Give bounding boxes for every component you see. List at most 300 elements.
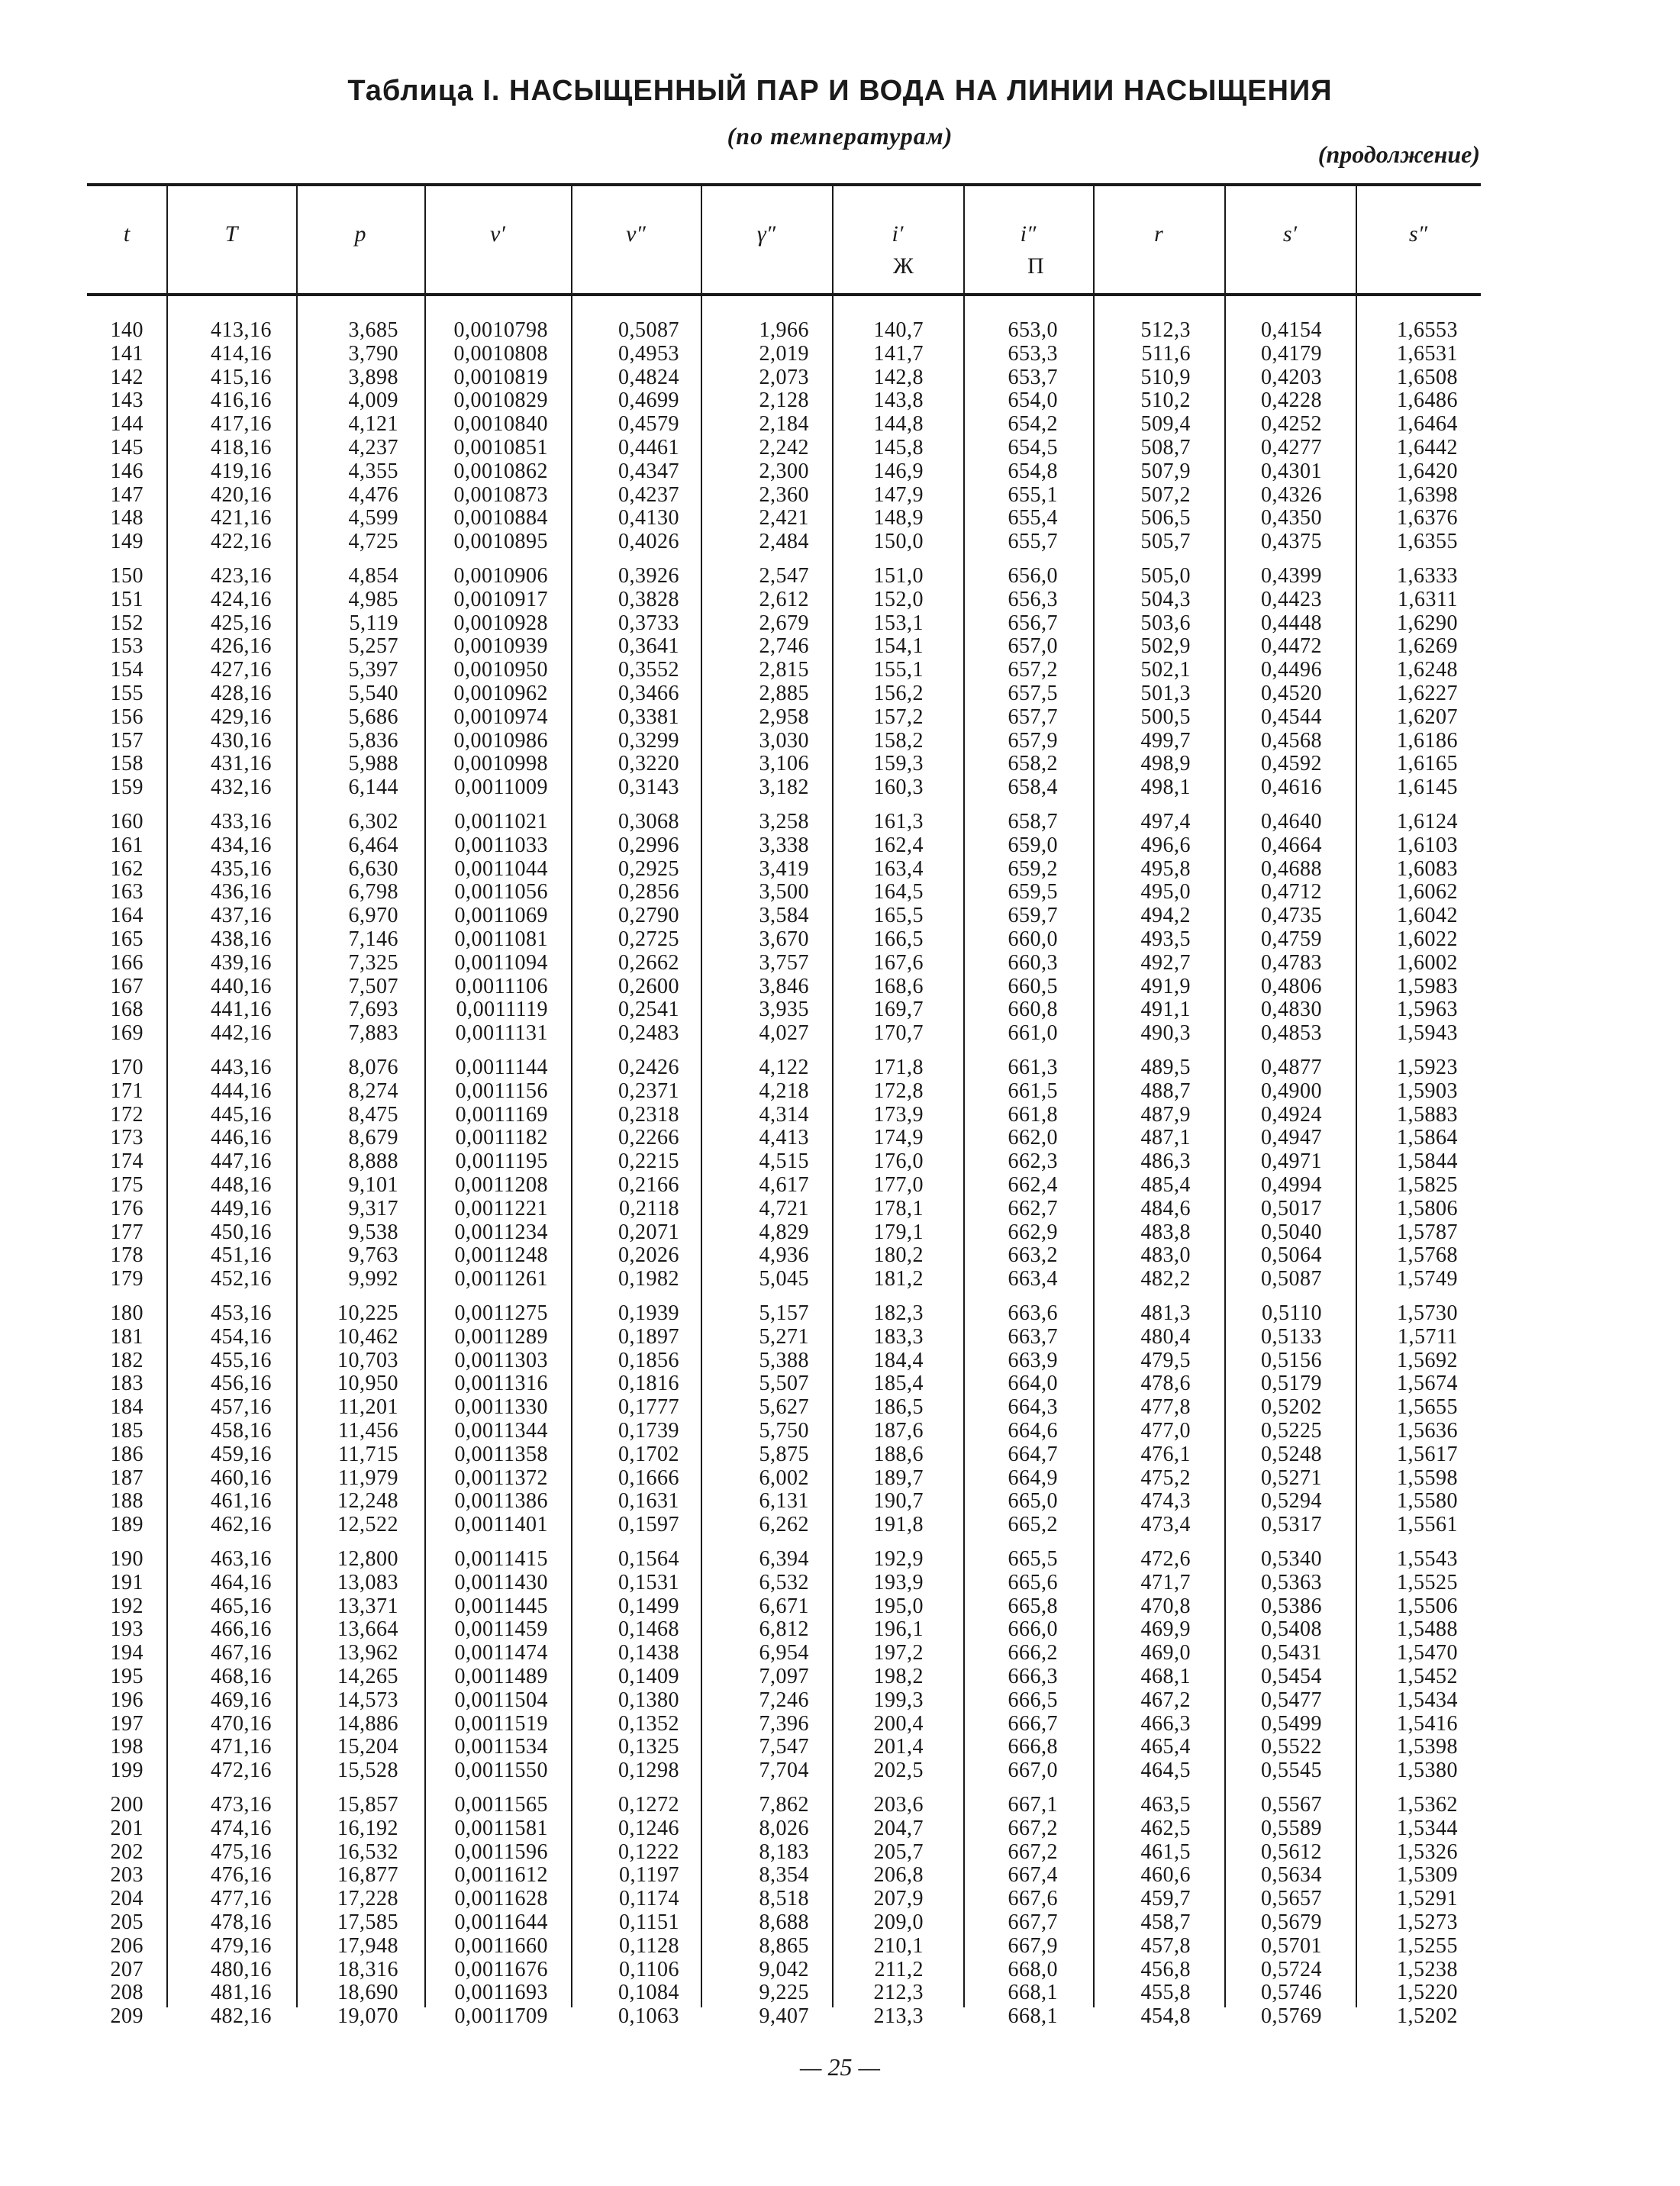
table-cell: 0,5477	[1261, 1688, 1322, 1712]
table-cell: 194	[110, 1641, 143, 1665]
table-cell: 5,750	[759, 1419, 809, 1443]
table-cell: 510,9	[1140, 365, 1191, 389]
table-cell: 0,5202	[1261, 1395, 1322, 1420]
table-cell: 203	[110, 1863, 143, 1888]
table-cell: 0,0011581	[454, 1816, 548, 1840]
table-cell: 486,3	[1140, 1149, 1191, 1174]
table-cell: 153,1	[873, 611, 924, 635]
table-cell: 0,0010862	[453, 459, 548, 483]
table-cell: 419,16	[211, 459, 272, 483]
column-header: T	[224, 221, 238, 247]
table-cell: 481,3	[1140, 1301, 1191, 1325]
table-cell: 7,883	[348, 1021, 398, 1046]
table-cell: 457,16	[211, 1395, 272, 1420]
table-cell: 3,419	[759, 856, 809, 881]
table-row	[0, 1326, 1680, 1349]
table-row	[0, 776, 1680, 800]
table-cell: 475,16	[211, 1839, 272, 1864]
table-cell: 189	[110, 1513, 143, 1537]
table-cell: 0,3220	[618, 752, 679, 776]
table-cell: 654,2	[1008, 412, 1058, 437]
table-cell: 1,6420	[1397, 459, 1458, 483]
table-cell: 660,5	[1008, 974, 1058, 998]
table-cell: 665,5	[1008, 1547, 1058, 1571]
table-cell: 1,5806	[1397, 1196, 1458, 1220]
table-cell: 0,5317	[1261, 1513, 1322, 1537]
table-cell: 177,0	[873, 1173, 924, 1197]
table-row	[0, 706, 1680, 730]
table-cell: 438,16	[211, 927, 272, 951]
table-cell: 0,4877	[1261, 1056, 1322, 1079]
table-cell: 11,715	[338, 1442, 398, 1466]
table-cell: 1,966	[759, 318, 809, 342]
table-cell: 0,0011644	[454, 1910, 548, 1934]
table-cell: 434,16	[211, 833, 272, 857]
table-cell: 666,3	[1008, 1665, 1058, 1688]
table-cell: 661,5	[1008, 1078, 1058, 1103]
table-cell: 0,4423	[1261, 587, 1322, 611]
table-cell: 209,0	[873, 1910, 924, 1934]
table-cell: 459,7	[1140, 1887, 1191, 1911]
table-cell: 0,0010851	[453, 436, 548, 459]
table-row	[0, 1372, 1680, 1396]
table-cell: 6,954	[759, 1641, 809, 1665]
table-cell: 480,16	[211, 1957, 272, 1981]
column-header: t	[123, 221, 131, 247]
table-cell: 0,0011565	[454, 1793, 548, 1817]
table-cell: 212,3	[873, 1981, 924, 2005]
table-cell: 0,1197	[619, 1863, 679, 1888]
table-cell: 0,1856	[618, 1348, 679, 1372]
table-cell: 0,1564	[618, 1547, 679, 1571]
table-cell: 0,1468	[618, 1617, 679, 1642]
table-cell: 1,5943	[1397, 1021, 1458, 1046]
table-cell: 416,16	[211, 389, 272, 413]
table-cell: 1,5470	[1397, 1641, 1458, 1665]
table-cell: 482,16	[211, 2004, 272, 2029]
table-cell: 667,1	[1008, 1793, 1058, 1817]
table-cell: 493,5	[1140, 927, 1191, 951]
table-cell: 14,265	[337, 1665, 398, 1688]
table-cell: 507,9	[1140, 459, 1191, 483]
table-cell: 1,6227	[1397, 682, 1458, 705]
table-cell: 497,4	[1140, 810, 1191, 833]
table-cell: 0,0011044	[454, 856, 548, 881]
table-cell: 15,857	[337, 1793, 398, 1817]
table-cell: 148	[110, 506, 143, 530]
table-cell: 6,532	[759, 1570, 809, 1594]
table-cell: 13,664	[337, 1617, 398, 1642]
table-cell: 198,2	[873, 1665, 924, 1688]
table-cell: 456,16	[211, 1372, 272, 1396]
table-cell: 14,573	[337, 1688, 398, 1712]
table-cell: 183,3	[873, 1324, 924, 1349]
table-cell: 0,1982	[618, 1267, 679, 1291]
table-cell: 1,5844	[1397, 1149, 1458, 1174]
table-cell: 0,0010819	[453, 365, 548, 389]
table-row	[0, 858, 1680, 882]
table-cell: 151,0	[873, 564, 924, 588]
table-row	[0, 952, 1680, 975]
table-cell: 184,4	[873, 1348, 924, 1372]
table-cell: 0,0011344	[454, 1419, 548, 1443]
table-cell: 665,6	[1008, 1570, 1058, 1594]
table-cell: 0,0010884	[453, 506, 548, 530]
table-cell: 456,8	[1140, 1957, 1191, 1981]
table-cell: 664,3	[1008, 1395, 1058, 1420]
table-cell: 664,0	[1008, 1372, 1058, 1396]
table-cell: 184	[110, 1395, 143, 1420]
table-row	[0, 437, 1680, 460]
table-cell: 16,192	[337, 1816, 398, 1840]
table-cell: 0,3143	[618, 775, 679, 800]
table-cell: 505,0	[1140, 564, 1191, 588]
table-cell: 1,5238	[1397, 1957, 1458, 1981]
table-cell: 494,2	[1140, 904, 1191, 928]
table-cell: 5,988	[348, 752, 398, 776]
table-cell: 201,4	[873, 1735, 924, 1759]
table-cell: 0,4616	[1261, 775, 1322, 800]
table-cell: 152,0	[873, 587, 924, 611]
table-cell: 465,4	[1140, 1735, 1191, 1759]
table-cell: 151	[110, 587, 143, 611]
table-cell: 4,985	[348, 587, 398, 611]
table-cell: 206,8	[873, 1863, 924, 1888]
column-header: s″	[1408, 221, 1428, 247]
table-cell: 478,16	[211, 1910, 272, 1934]
table-row	[0, 1713, 1680, 1736]
table-cell: 2,815	[759, 658, 809, 682]
table-cell: 0,1409	[618, 1665, 679, 1688]
table-cell: 171	[110, 1078, 143, 1103]
table-cell: 8,183	[759, 1839, 809, 1864]
table-cell: 653,0	[1008, 318, 1058, 342]
table-cell: 1,6376	[1397, 506, 1458, 530]
table-cell: 5,397	[348, 658, 398, 682]
table-cell: 172,8	[873, 1078, 924, 1103]
table-cell: 470,16	[211, 1711, 272, 1736]
table-cell: 176	[110, 1196, 143, 1220]
table-cell: 0,1777	[618, 1395, 679, 1420]
table-cell: 198	[110, 1735, 143, 1759]
table-cell: 160,3	[873, 775, 924, 800]
table-cell: 479,5	[1140, 1348, 1191, 1372]
table-cell: 0,4347	[618, 459, 679, 483]
table-cell: 0,1380	[618, 1688, 679, 1712]
table-cell: 4,476	[348, 482, 398, 507]
table-cell: 1,6311	[1398, 587, 1458, 611]
table-cell: 662,9	[1008, 1220, 1058, 1244]
table-cell: 0,3068	[618, 810, 679, 833]
table-cell: 424,16	[211, 587, 272, 611]
table-cell: 203,6	[873, 1793, 924, 1817]
table-cell: 480,4	[1140, 1324, 1191, 1349]
table-cell: 460,6	[1140, 1863, 1191, 1888]
column-header: s′	[1282, 221, 1298, 247]
table-cell: 425,16	[211, 611, 272, 635]
table-cell: 0,1063	[618, 2004, 679, 2029]
table-cell: 180	[110, 1301, 143, 1325]
table-cell: 202,5	[873, 1759, 924, 1783]
table-cell: 489,5	[1140, 1056, 1191, 1079]
table-cell: 659,0	[1008, 833, 1058, 857]
table-cell: 0,2996	[618, 833, 679, 857]
table-cell: 142,8	[873, 365, 924, 389]
table-cell: 482,2	[1140, 1267, 1191, 1291]
table-cell: 485,4	[1140, 1173, 1191, 1197]
table-cell: 2,679	[759, 611, 809, 635]
table-cell: 0,0010939	[453, 634, 548, 659]
table-cell: 2,885	[759, 682, 809, 705]
table-cell: 484,6	[1140, 1196, 1191, 1220]
table-cell: 471,16	[211, 1735, 272, 1759]
table-cell: 178	[110, 1243, 143, 1268]
table-cell: 668,0	[1008, 1957, 1058, 1981]
table-cell: 141,7	[873, 341, 924, 366]
table-cell: 0,0010917	[453, 587, 548, 611]
table-cell: 491,1	[1140, 998, 1191, 1022]
table-cell: 182,3	[873, 1301, 924, 1325]
table-cell: 435,16	[211, 856, 272, 881]
table-cell: 8,274	[348, 1078, 398, 1103]
table-cell: 0,5454	[1261, 1665, 1322, 1688]
table-cell: 162	[110, 856, 143, 881]
table-cell: 509,4	[1140, 412, 1191, 437]
table-cell: 660,0	[1008, 927, 1058, 951]
table-cell: 0,0011459	[454, 1617, 548, 1642]
table-cell: 0,0011009	[454, 775, 548, 800]
table-cell: 422,16	[211, 530, 272, 554]
table-cell: 1,5883	[1397, 1102, 1458, 1127]
table-cell: 7,325	[348, 950, 398, 975]
table-row	[0, 1794, 1680, 1817]
table-cell: 443,16	[211, 1056, 272, 1079]
table-cell: 181,2	[873, 1267, 924, 1291]
table-cell: 0,0011693	[454, 1981, 548, 2005]
table-cell: 471,7	[1140, 1570, 1191, 1594]
table-cell: 10,950	[337, 1372, 398, 1396]
table-cell: 0,2541	[618, 998, 679, 1022]
table-cell: 1,6207	[1397, 704, 1458, 729]
table-subtitle: (по температурам)	[727, 122, 953, 150]
table-cell: 0,4824	[618, 365, 679, 389]
table-cell: 466,3	[1140, 1711, 1191, 1736]
table-cell: 496,6	[1140, 833, 1191, 857]
table-cell: 0,4130	[618, 506, 679, 530]
table-cell: 156,2	[873, 682, 924, 705]
table-cell: 470,8	[1140, 1594, 1191, 1618]
table-cell: 12,248	[337, 1489, 398, 1514]
table-cell: 7,862	[759, 1793, 809, 1817]
table-cell: 667,6	[1008, 1887, 1058, 1911]
table-cell: 192	[110, 1594, 143, 1618]
table-cell: 0,0010873	[453, 482, 548, 507]
table-cell: 0,5724	[1261, 1957, 1322, 1981]
table-cell: 0,0011056	[454, 880, 548, 904]
table-cell: 2,073	[759, 365, 809, 389]
table-cell: 1,5768	[1397, 1243, 1458, 1268]
table-cell: 4,121	[348, 412, 398, 437]
table-cell: 2,746	[759, 634, 809, 659]
table-row	[0, 1268, 1680, 1291]
table-cell: 479,16	[211, 1933, 272, 1958]
table-cell: 488,7	[1140, 1078, 1191, 1103]
table-cell: 0,4953	[618, 341, 679, 366]
continued-label: (продолжение)	[1317, 140, 1480, 168]
table-cell: 0,0011612	[454, 1863, 548, 1888]
table-cell: 0,5746	[1261, 1981, 1322, 2005]
table-cell: 171,8	[873, 1056, 924, 1079]
table-cell: 466,16	[211, 1617, 272, 1642]
table-cell: 0,0011445	[454, 1594, 548, 1618]
table-row	[0, 1959, 1680, 1982]
table-cell: 0,5040	[1261, 1220, 1322, 1244]
table-cell: 665,2	[1008, 1513, 1058, 1537]
table-cell: 0,0010974	[453, 704, 548, 729]
table-cell: 5,119	[349, 611, 398, 635]
table-cell: 6,630	[348, 856, 398, 881]
table-cell: 659,5	[1008, 880, 1058, 904]
table-cell: 205	[110, 1910, 143, 1934]
table-cell: 0,0011401	[454, 1513, 548, 1537]
table-cell: 475,2	[1140, 1465, 1191, 1490]
table-row	[0, 1736, 1680, 1759]
table-cell: 7,097	[759, 1665, 809, 1688]
table-cell: 418,16	[211, 436, 272, 459]
table-cell: 1,5730	[1397, 1301, 1458, 1325]
table-cell: 1,5416	[1397, 1711, 1458, 1736]
table-cell: 463,16	[211, 1547, 272, 1571]
table-cell: 0,0011489	[454, 1665, 548, 1688]
table-cell: 453,16	[211, 1301, 272, 1325]
table-cell: 659,2	[1008, 856, 1058, 881]
table-cell: 4,936	[759, 1243, 809, 1268]
table-cell: 0,4830	[1261, 998, 1322, 1022]
table-cell: 667,7	[1008, 1910, 1058, 1934]
table-cell: 661,8	[1008, 1102, 1058, 1127]
table-cell: 168,6	[873, 974, 924, 998]
table-cell: 11,456	[338, 1419, 398, 1443]
table-cell: 15,204	[337, 1735, 398, 1759]
table-cell: 1,5636	[1397, 1419, 1458, 1443]
table-cell: 150	[110, 564, 143, 588]
table-cell: 166,5	[873, 927, 924, 951]
table-cell: 1,5452	[1397, 1665, 1458, 1688]
table-cell: 197,2	[873, 1641, 924, 1665]
table-cell: 7,704	[759, 1759, 809, 1783]
table-cell: 9,763	[348, 1243, 398, 1268]
table-cell: 5,271	[759, 1324, 809, 1349]
table-cell: 666,7	[1008, 1711, 1058, 1736]
table-cell: 0,5386	[1261, 1594, 1322, 1618]
table-cell: 8,475	[348, 1102, 398, 1127]
table-cell: 431,16	[211, 752, 272, 776]
table-cell: 3,685	[348, 318, 398, 342]
table-cell: 146,9	[873, 459, 924, 483]
table-cell: 653,7	[1008, 365, 1058, 389]
table-cell: 0,0011106	[455, 974, 548, 998]
table-cell: 4,725	[348, 530, 398, 554]
table-cell: 0,5408	[1261, 1617, 1322, 1642]
table-cell: 179	[110, 1267, 143, 1291]
table-cell: 0,5179	[1261, 1372, 1322, 1396]
table-cell: 1,5617	[1397, 1442, 1458, 1466]
table-cell: 0,2925	[618, 856, 679, 881]
table-cell: 0,0011069	[454, 904, 548, 928]
table-cell: 0,4579	[618, 412, 679, 437]
table-cell: 511,6	[1141, 341, 1191, 366]
table-cell: 1,5344	[1397, 1816, 1458, 1840]
table-row	[0, 1911, 1680, 1935]
table-cell: 144,8	[873, 412, 924, 437]
table-cell: 1,5291	[1397, 1887, 1458, 1911]
table-cell: 9,317	[348, 1196, 398, 1220]
table-cell: 662,0	[1008, 1126, 1058, 1150]
table-cell: 665,0	[1008, 1489, 1058, 1514]
table-row	[0, 1443, 1680, 1467]
table-cell: 450,16	[211, 1220, 272, 1244]
table-cell: 3,500	[759, 880, 809, 904]
table-cell: 0,0010829	[453, 389, 548, 413]
table-cell: 9,225	[759, 1981, 809, 2005]
table-cell: 490,3	[1140, 1021, 1191, 1046]
table-cell: 0,4699	[618, 389, 679, 413]
table-cell: 667,2	[1008, 1816, 1058, 1840]
table-cell: 0,5248	[1261, 1442, 1322, 1466]
table-cell: 158,2	[873, 728, 924, 753]
table-cell: 204,7	[873, 1816, 924, 1840]
table-cell: 8,888	[348, 1149, 398, 1174]
table-cell: 477,0	[1140, 1419, 1191, 1443]
table-cell: 446,16	[211, 1126, 272, 1150]
table-cell: 0,3552	[618, 658, 679, 682]
table-cell: 170	[110, 1056, 143, 1079]
table-cell: 0,4496	[1261, 658, 1322, 682]
table-row	[0, 1888, 1680, 1911]
table-cell: 199,3	[873, 1688, 924, 1712]
table-row	[0, 1174, 1680, 1198]
table-cell: 2,242	[759, 436, 809, 459]
table-row	[0, 366, 1680, 390]
table-cell: 185	[110, 1419, 143, 1443]
table-cell: 0,4735	[1261, 904, 1322, 928]
table-cell: 0,5567	[1261, 1793, 1322, 1817]
table-cell: 1,6022	[1397, 927, 1458, 951]
table-cell: 436,16	[211, 880, 272, 904]
table-cell: 0,0011119	[456, 998, 548, 1022]
table-cell: 510,2	[1140, 389, 1191, 413]
table-cell: 0,0011550	[454, 1759, 548, 1783]
table-cell: 182	[110, 1348, 143, 1372]
table-cell: 663,2	[1008, 1243, 1058, 1268]
table-cell: 654,0	[1008, 389, 1058, 413]
table-cell: 454,16	[211, 1324, 272, 1349]
table-cell: 0,0011289	[454, 1324, 548, 1349]
table-cell: 0,0011386	[454, 1489, 548, 1514]
table-cell: 6,131	[759, 1489, 809, 1514]
table-cell: 413,16	[211, 318, 272, 342]
table-cell: 145,8	[873, 436, 924, 459]
table-row	[0, 1490, 1680, 1514]
table-cell: 0,4228	[1261, 389, 1322, 413]
table-cell: 5,627	[759, 1395, 809, 1420]
table-cell: 1,5923	[1397, 1056, 1458, 1079]
table-row	[0, 1665, 1680, 1689]
table-cell: 6,812	[759, 1617, 809, 1642]
table-cell: 464,16	[211, 1570, 272, 1594]
table-cell: 0,5340	[1261, 1547, 1322, 1571]
table-cell: 500,5	[1140, 704, 1191, 729]
